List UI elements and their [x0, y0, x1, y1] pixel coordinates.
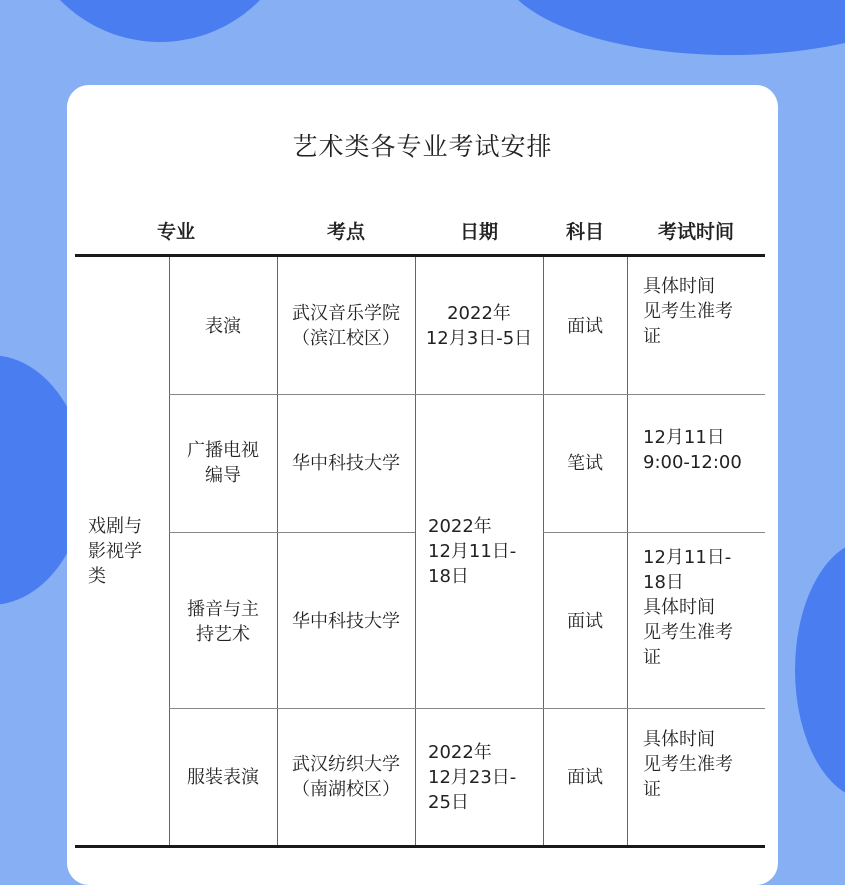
- table-grid-line: [169, 532, 415, 533]
- table-grid-line: [169, 257, 170, 845]
- header-divider: [75, 254, 765, 257]
- header-subject: 科目: [565, 221, 604, 243]
- background-circle: [20, 0, 300, 42]
- table-row-location: 华中科技大学: [292, 453, 400, 474]
- table-grid-line: [169, 708, 765, 709]
- table-row-time: 具体时间 见考生准考 证: [643, 276, 733, 347]
- table-row-date: 2022年 12月23日- 25日: [428, 742, 517, 813]
- table-row-date: 2022年 12月11日- 18日: [428, 516, 517, 587]
- table-row-subject: 面试: [567, 767, 603, 788]
- table-row-location: 华中科技大学: [292, 611, 400, 632]
- header-major: 专业: [156, 221, 195, 243]
- table-grid-line: [627, 257, 628, 845]
- table-row-subject: 面试: [567, 316, 603, 337]
- table-row-major: 播音与主 持艺术: [187, 599, 259, 645]
- table-row-time: 12月11日 9:00-12:00: [643, 427, 742, 473]
- table-row-subject: 笔试: [567, 453, 603, 474]
- table-grid-line: [543, 257, 544, 845]
- table-row-location: 武汉纺织大学 （南湖校区）: [292, 754, 400, 800]
- table-row-date: 2022年 12月3日-5日: [425, 303, 533, 349]
- table-grid-line: [543, 532, 765, 533]
- header-date: 日期: [459, 221, 498, 243]
- table-row-major: 服装表演: [187, 767, 259, 788]
- table-row-major: 表演: [205, 316, 241, 337]
- header-location: 考点: [326, 221, 365, 243]
- table-row-time: 具体时间 见考生准考 证: [643, 729, 733, 800]
- table-grid-line: [169, 394, 765, 395]
- table-row-location: 武汉音乐学院 （滨江校区）: [292, 303, 400, 349]
- background-circle: [500, 0, 845, 55]
- table-row-major: 广播电视 编导: [187, 440, 259, 486]
- category-cell: 戏剧与 影视学 类: [88, 516, 142, 587]
- table-row-subject: 面试: [567, 611, 603, 632]
- table-row-time: 12月11日- 18日 具体时间 见考生准考 证: [643, 547, 733, 668]
- table-bottom-border: [75, 845, 765, 848]
- background-circle: [795, 540, 845, 800]
- page-title: 艺术类各专业考试安排: [292, 132, 553, 161]
- header-exam-time: 考试时间: [657, 221, 734, 243]
